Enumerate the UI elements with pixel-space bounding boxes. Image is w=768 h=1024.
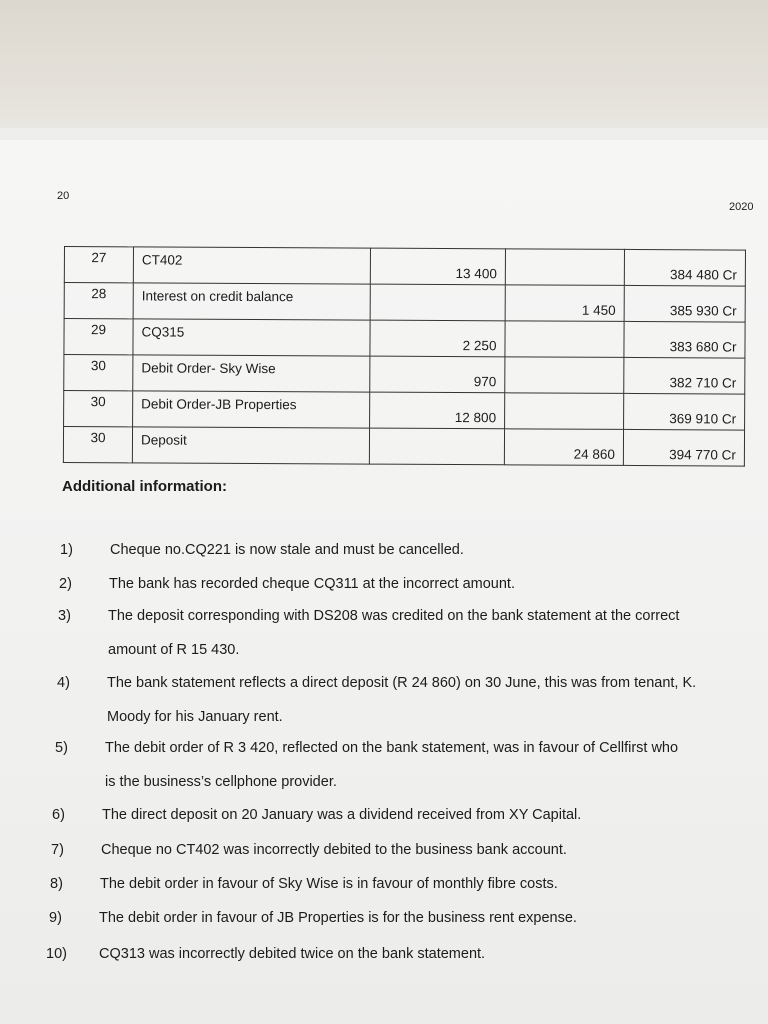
day-cell: 29 <box>64 319 133 355</box>
item-number: 2) <box>59 576 72 592</box>
item-text: The debit order in favour of Sky Wise is in favour of monthly fibre costs. <box>100 876 558 892</box>
page-number-left: 20 <box>57 190 70 202</box>
balance-cell: 383 680 Cr <box>624 321 745 358</box>
item-text: The deposit corresponding with DS208 was credited on the bank statement at the correct <box>108 608 680 624</box>
credit-cell <box>505 357 624 394</box>
item-number: 1) <box>60 542 73 558</box>
day-cell: 28 <box>64 283 133 319</box>
item-number: 8) <box>50 876 63 892</box>
description-cell: CT402 <box>133 247 370 284</box>
item-number: 7) <box>51 842 64 858</box>
day-cell: 27 <box>64 247 133 283</box>
item-text: Cheque no.CQ221 is now stale and must be cancelled. <box>110 542 464 558</box>
item-number: 10) <box>46 946 67 962</box>
day-cell: 30 <box>63 427 132 463</box>
item-text: The direct deposit on 20 January was a dividend received from XY Capital. <box>102 807 582 823</box>
item-text: The debit order in favour of JB Properties is for the business rent expense. <box>99 910 577 926</box>
item-text-continued: is the business’s cellphone provider. <box>105 774 337 790</box>
item-number: 4) <box>57 675 70 691</box>
description-cell: Deposit <box>132 427 369 464</box>
credit-cell: 1 450 <box>505 285 624 322</box>
debit-cell: 12 800 <box>370 392 505 429</box>
table-row <box>64 391 745 431</box>
page-number-right: 2020 <box>729 201 754 213</box>
item-text: The bank has recorded cheque CQ311 at the incorrect amount. <box>109 576 515 592</box>
item-text: Cheque no CT402 was incorrectly debited to the business bank account. <box>101 842 567 858</box>
table-row <box>64 283 745 323</box>
debit-cell: 13 400 <box>370 248 505 285</box>
debit-cell <box>370 284 505 321</box>
item-text: The debit order of R 3 420, reflected on the bank statement, was in favour of Cellfirst who <box>105 740 679 756</box>
item-number: 5) <box>55 740 68 756</box>
item-number: 9) <box>49 910 62 926</box>
item-number: 6) <box>52 807 65 823</box>
credit-cell <box>505 321 624 358</box>
balance-cell: 384 480 Cr <box>624 249 745 286</box>
additional-info-heading: Additional information: <box>62 478 227 495</box>
credit-cell: 24 860 <box>504 429 623 466</box>
description-cell: CQ315 <box>133 319 370 356</box>
balance-cell: 382 710 Cr <box>624 357 745 394</box>
item-text-continued: amount of R 15 430. <box>108 642 240 658</box>
balance-cell: 385 930 Cr <box>624 285 745 322</box>
item-number: 3) <box>58 608 71 624</box>
table-row <box>64 247 745 287</box>
table-row <box>63 427 744 467</box>
debit-cell: 2 250 <box>370 320 505 357</box>
table-row <box>64 355 745 395</box>
credit-cell <box>505 249 624 286</box>
debit-cell <box>369 428 504 465</box>
description-cell: Interest on credit balance <box>133 283 370 320</box>
description-cell: Debit Order- Sky Wise <box>133 355 370 392</box>
description-cell: Debit Order-JB Properties <box>133 391 370 428</box>
item-text-continued: Moody for his January rent. <box>107 709 283 725</box>
balance-cell: 394 770 Cr <box>623 429 744 466</box>
balance-cell: 369 910 Cr <box>624 393 745 430</box>
credit-cell <box>505 393 624 430</box>
bank-statement-table <box>63 246 746 467</box>
day-cell: 30 <box>64 391 133 427</box>
item-text: The bank statement reflects a direct deposit (R 24 860) on 30 June, this was from tenant, K. <box>107 675 697 691</box>
debit-cell: 970 <box>370 356 505 393</box>
item-text: CQ313 was incorrectly debited twice on the bank statement. <box>99 946 486 962</box>
table-row <box>64 319 745 359</box>
day-cell: 30 <box>64 355 133 391</box>
